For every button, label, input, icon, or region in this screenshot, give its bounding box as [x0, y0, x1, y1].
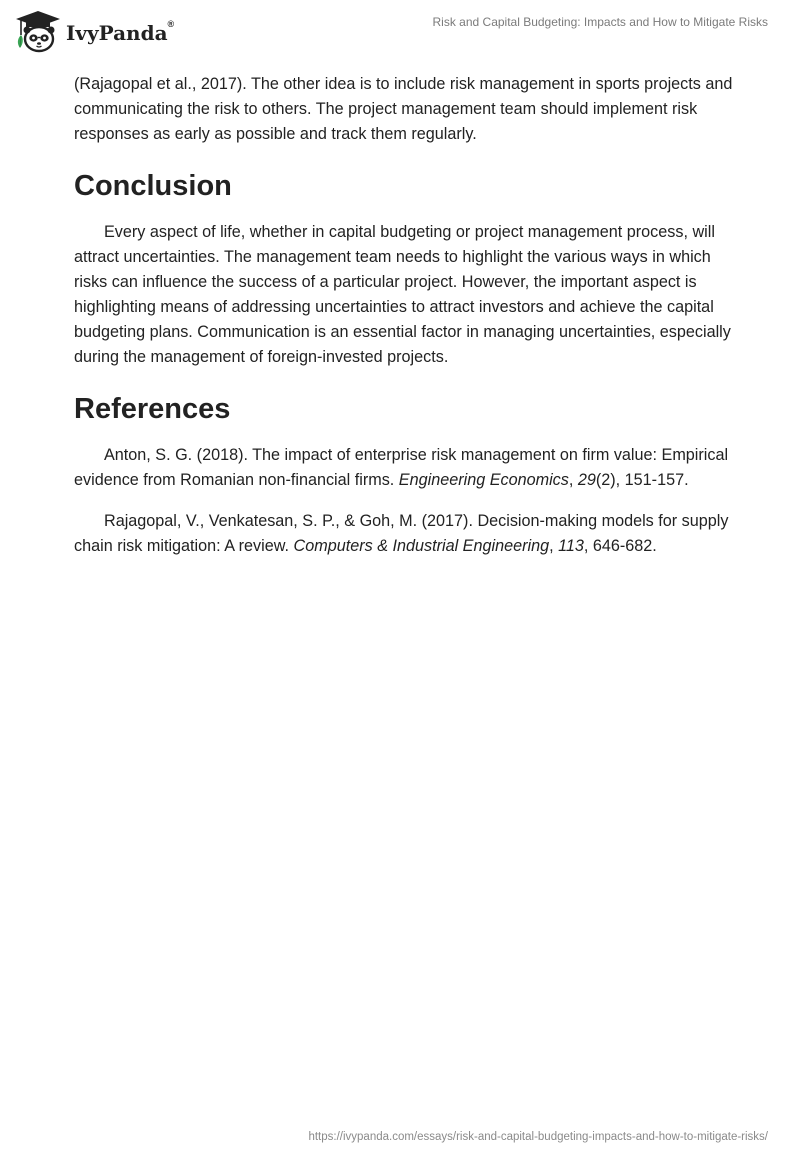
intro-paragraph: (Rajagopal et al., 2017). The other idea is to include risk management in sports projects and communicating the risk to others. The project management team should implement risk responses as early as possible and track them regularly. — [74, 75, 733, 143]
conclusion-paragraph: Every aspect of life, whether in capital budgeting or project management process, will attract uncertainties. The management team needs to highlight the various ways in which risks can influence the success of a particular project. However, the important aspect is highlighting means of addressing uncertainties to attract investors and achieve the capital budgeting plans. Communication is an essential factor in managing uncertainties, especially during the management of foreign-invested projects. — [74, 223, 731, 366]
panda-graduate-icon — [14, 9, 62, 55]
journal-volume: 113 — [558, 537, 584, 555]
journal-volume: 29 — [577, 471, 596, 489]
document-title: Risk and Capital Budgeting: Impacts and How to Mitigate Risks — [432, 15, 768, 29]
references-heading: References — [74, 393, 231, 425]
ivypanda-logo[interactable] — [14, 8, 174, 56]
brand-name: IvyPanda® — [66, 19, 175, 45]
source-url-link[interactable]: https://ivypanda.com/essays/risk-and-capital-budgeting-impacts-and-how-to-mitigate-risks/ — [308, 1131, 768, 1143]
essay-content — [74, 72, 734, 575]
reference-item: Anton, S. G. (2018). The impact of enterprise risk management on firm value: Empirical evidence from Romanian non-financial firms. Engineering Economics, 29(2), 151-157. — [74, 446, 729, 489]
conclusion-heading: Conclusion — [74, 170, 232, 202]
journal-title: Engineering Economics — [398, 471, 569, 489]
reference-item: Rajagopal, V., Venkatesan, S. P., & Goh, M. (2017). Decision-making models for supply chain risk mitigation: A review. Computers & Industrial Engineering, 113, 646-682. — [74, 512, 729, 555]
page-header — [0, 0, 800, 62]
registered-mark: ® — [167, 19, 175, 29]
journal-title: Computers & Industrial Engineering — [293, 537, 550, 555]
